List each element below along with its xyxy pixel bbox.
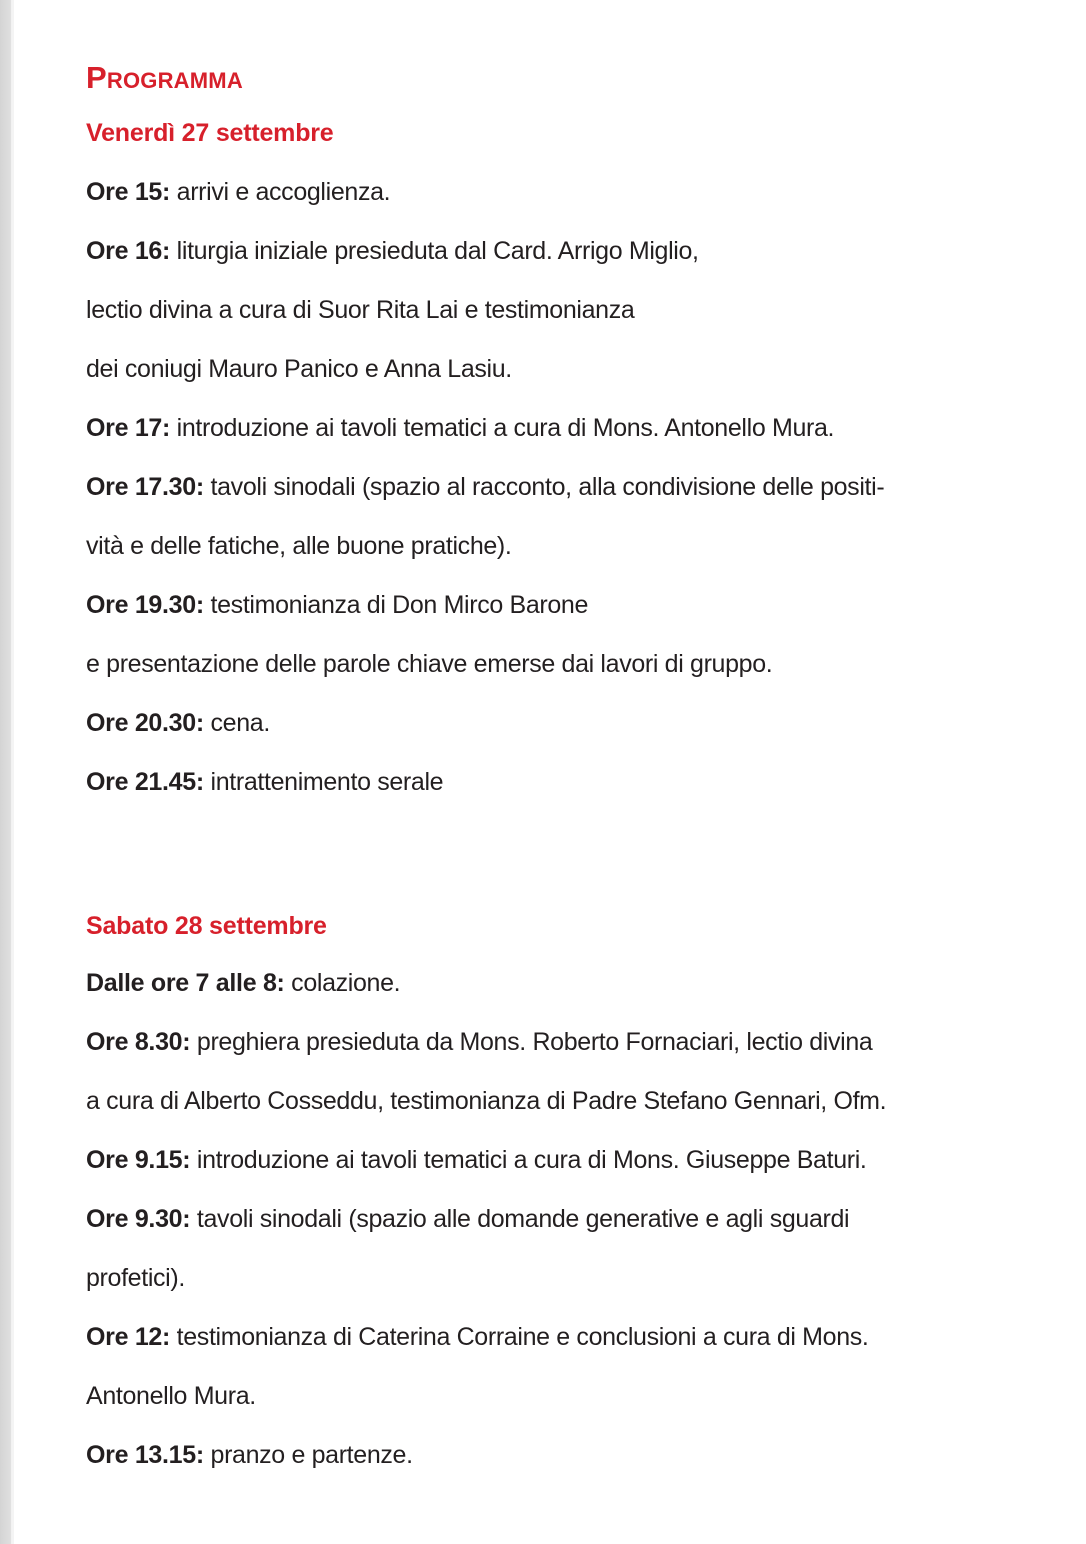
schedule-item bbox=[86, 458, 1046, 517]
day-block-friday bbox=[86, 104, 1046, 812]
schedule-item bbox=[86, 576, 1046, 635]
programme-page bbox=[86, 52, 1046, 1485]
schedule-description: testimonianza di Caterina Corraine e conclusioni a cura di Mons. bbox=[170, 1323, 869, 1351]
schedule-description: e presentazione delle parole chiave emerse dai lavori di gruppo. bbox=[86, 650, 773, 678]
schedule-description: vità e delle fatiche, alle buone pratiche). bbox=[86, 532, 512, 560]
schedule-time-label: Ore 17: bbox=[86, 414, 171, 442]
schedule-time-label: Ore 12: bbox=[86, 1323, 171, 1351]
day-heading: Sabato 28 settembre bbox=[86, 912, 327, 940]
schedule-item bbox=[86, 399, 1046, 458]
schedule-time-label: Ore 13.15: bbox=[86, 1441, 204, 1469]
schedule-time-label: Dalle ore 7 alle 8: bbox=[86, 969, 285, 997]
schedule-item bbox=[86, 1190, 1046, 1249]
schedule-description: arrivi e accoglienza. bbox=[170, 178, 391, 206]
schedule-description: testimonianza di Don Mirco Barone bbox=[203, 591, 589, 619]
schedule-item-continuation bbox=[86, 1367, 1046, 1426]
schedule-list bbox=[86, 954, 1046, 1485]
schedule-item bbox=[86, 222, 1046, 281]
schedule-time-label: Ore 20.30: bbox=[86, 709, 204, 737]
schedule-description: tavoli sinodali (spazio alle domande generative e agli sguardi bbox=[190, 1205, 850, 1233]
schedule-time-label: Ore 17.30: bbox=[86, 473, 204, 501]
schedule-description: lectio divina a cura di Suor Rita Lai e testimonianza bbox=[86, 296, 635, 324]
schedule-description: introduzione ai tavoli tematici a cura di Mons. Giuseppe Baturi. bbox=[190, 1146, 867, 1174]
schedule-time-label: Ore 16: bbox=[86, 237, 171, 265]
day-block-saturday bbox=[86, 899, 1046, 1485]
schedule-description: introduzione ai tavoli tematici a cura di Mons. Antonello Mura. bbox=[170, 414, 835, 442]
schedule-item-continuation bbox=[86, 281, 1046, 340]
page-edge-shadow bbox=[12, 0, 14, 1544]
page-edge-strip bbox=[0, 0, 12, 1544]
schedule-item bbox=[86, 1426, 1046, 1485]
schedule-description: cena. bbox=[203, 709, 270, 737]
schedule-description: a cura di Alberto Cosseddu, testimonianza di Padre Stefano Gennari, Ofm. bbox=[86, 1087, 887, 1115]
schedule-item-continuation bbox=[86, 1249, 1046, 1308]
section-spacer bbox=[86, 812, 1046, 899]
schedule-time-label: Ore 21.45: bbox=[86, 768, 204, 796]
schedule-item bbox=[86, 954, 1046, 1013]
schedule-list bbox=[86, 163, 1046, 812]
schedule-time-label: Ore 8.30: bbox=[86, 1028, 191, 1056]
schedule-description: liturgia iniziale presieduta dal Card. Arrigo Miglio, bbox=[170, 237, 699, 265]
schedule-item bbox=[86, 1013, 1046, 1072]
schedule-item bbox=[86, 163, 1046, 222]
page-title: Programma bbox=[86, 60, 243, 95]
schedule-item-continuation bbox=[86, 517, 1046, 576]
schedule-item bbox=[86, 694, 1046, 753]
schedule-item-continuation bbox=[86, 340, 1046, 399]
schedule-description: dei coniugi Mauro Panico e Anna Lasiu. bbox=[86, 355, 512, 383]
schedule-description: Antonello Mura. bbox=[86, 1382, 256, 1410]
schedule-description: pranzo e partenze. bbox=[203, 1441, 413, 1469]
schedule-item-continuation bbox=[86, 635, 1046, 694]
schedule-time-label: Ore 9.30: bbox=[86, 1205, 191, 1233]
schedule-time-label: Ore 19.30: bbox=[86, 591, 204, 619]
schedule-item-continuation bbox=[86, 1072, 1046, 1131]
schedule-item bbox=[86, 753, 1046, 812]
schedule-item bbox=[86, 1131, 1046, 1190]
day-heading: Venerdì 27 settembre bbox=[86, 119, 334, 147]
schedule-description: profetici). bbox=[86, 1264, 185, 1292]
schedule-item bbox=[86, 1308, 1046, 1367]
schedule-description: colazione. bbox=[284, 969, 401, 997]
schedule-description: tavoli sinodali (spazio al racconto, alla condivisione delle positi- bbox=[203, 473, 885, 501]
schedule-description: intrattenimento serale bbox=[203, 768, 444, 796]
schedule-time-label: Ore 15: bbox=[86, 178, 171, 206]
schedule-description: preghiera presieduta da Mons. Roberto Fornaciari, lectio divina bbox=[190, 1028, 873, 1056]
schedule-time-label: Ore 9.15: bbox=[86, 1146, 191, 1174]
